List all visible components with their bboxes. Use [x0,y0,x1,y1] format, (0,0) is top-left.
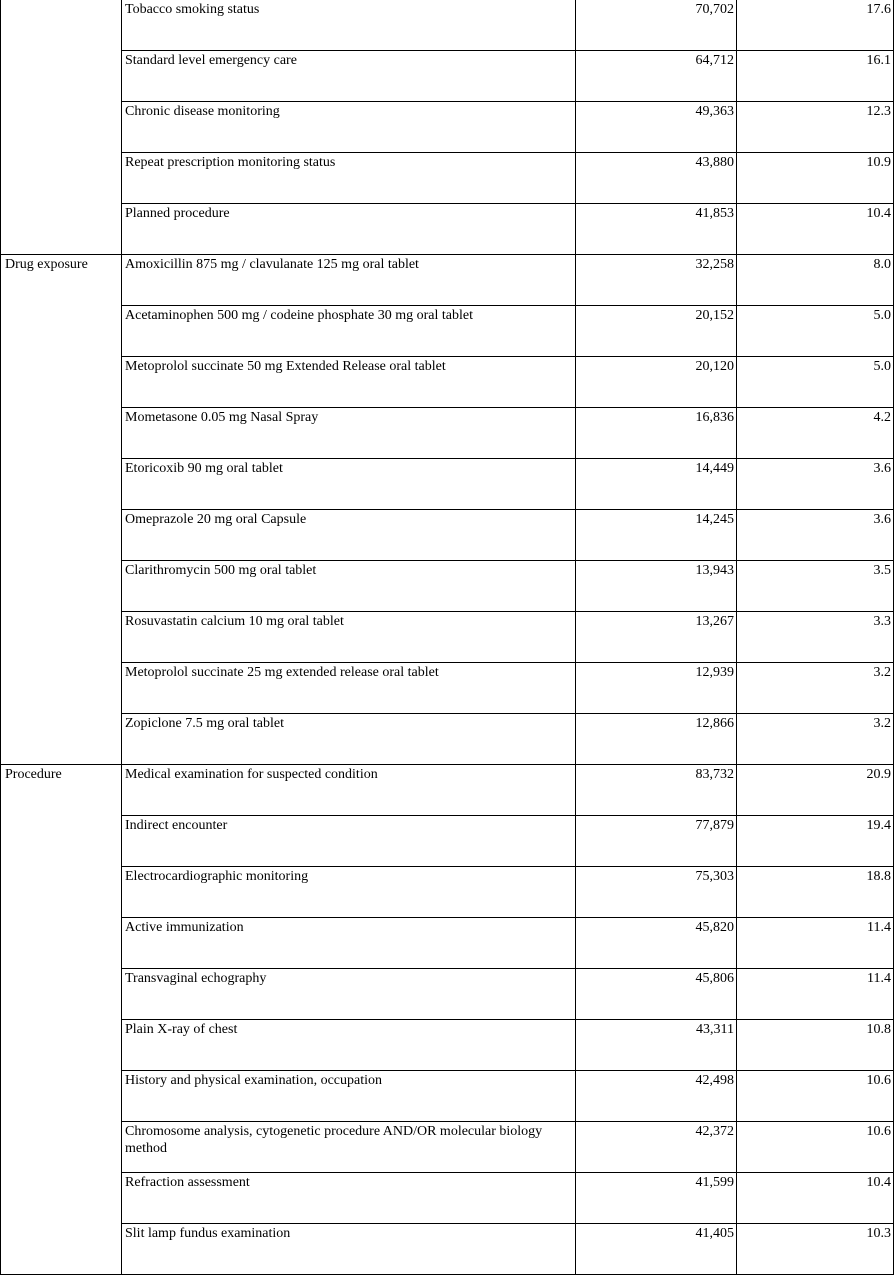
percent-cell: 11.4 [737,918,894,969]
count-cell: 43,311 [576,1020,737,1071]
count-cell: 43,880 [576,153,737,204]
count-cell: 41,599 [576,1173,737,1224]
table-row [1,1122,894,1173]
count-cell: 13,943 [576,561,737,612]
concept-name-cell: Tobacco smoking status [122,0,576,51]
table-row [1,357,894,408]
count-cell: 64,712 [576,51,737,102]
table-row [1,459,894,510]
count-cell: 16,836 [576,408,737,459]
table-row [1,1224,894,1275]
table-row [1,714,894,765]
percent-cell: 16.1 [737,51,894,102]
table-body [1,0,894,1275]
concept-name-cell: Standard level emergency care [122,51,576,102]
count-cell: 45,820 [576,918,737,969]
percent-cell: 8.0 [737,255,894,306]
concept-name-cell: Refraction assessment [122,1173,576,1224]
percent-cell: 17.6 [737,0,894,51]
table-row [1,153,894,204]
concept-name-cell: Chromosome analysis, cytogenetic procedure AND/OR molecular biology method [122,1122,576,1173]
concept-name-cell: Slit lamp fundus examination [122,1224,576,1275]
count-cell: 45,806 [576,969,737,1020]
count-cell: 14,449 [576,459,737,510]
table-row [1,816,894,867]
table-row [1,306,894,357]
percent-cell: 20.9 [737,765,894,816]
concept-name-cell: Zopiclone 7.5 mg oral tablet [122,714,576,765]
percent-cell: 10.8 [737,1020,894,1071]
concept-name-cell: Transvaginal echography [122,969,576,1020]
table-row [1,255,894,306]
percent-cell: 3.2 [737,663,894,714]
percent-cell: 3.5 [737,561,894,612]
table-row [1,765,894,816]
concept-name-cell: Omeprazole 20 mg oral Capsule [122,510,576,561]
percent-cell: 3.6 [737,510,894,561]
table-row [1,663,894,714]
percent-cell: 12.3 [737,102,894,153]
count-cell: 49,363 [576,102,737,153]
table-row [1,1071,894,1122]
percent-cell: 10.6 [737,1071,894,1122]
percent-cell: 3.6 [737,459,894,510]
percent-cell: 3.3 [737,612,894,663]
table-row [1,561,894,612]
count-cell: 12,866 [576,714,737,765]
count-cell: 41,405 [576,1224,737,1275]
percent-cell: 10.6 [737,1122,894,1173]
concept-name-cell: Planned procedure [122,204,576,255]
count-cell: 32,258 [576,255,737,306]
count-cell: 83,732 [576,765,737,816]
percent-cell: 10.4 [737,1173,894,1224]
table-row [1,510,894,561]
percent-cell: 10.9 [737,153,894,204]
count-cell: 70,702 [576,0,737,51]
concept-name-cell: Indirect encounter [122,816,576,867]
concept-name-cell: Etoricoxib 90 mg oral tablet [122,459,576,510]
table-row [1,408,894,459]
category-cell: Drug exposure [1,255,122,765]
percent-cell: 4.2 [737,408,894,459]
category-cell [1,0,122,255]
count-cell: 41,853 [576,204,737,255]
table-row [1,51,894,102]
table-row [1,867,894,918]
count-cell: 77,879 [576,816,737,867]
concept-name-cell: Acetaminophen 500 mg / codeine phosphate 30 mg oral tablet [122,306,576,357]
concept-name-cell: Medical examination for suspected condition [122,765,576,816]
count-cell: 13,267 [576,612,737,663]
count-cell: 42,498 [576,1071,737,1122]
count-cell: 42,372 [576,1122,737,1173]
table-row [1,612,894,663]
percent-cell: 11.4 [737,969,894,1020]
concept-name-cell: Mometasone 0.05 mg Nasal Spray [122,408,576,459]
table-row [1,1020,894,1071]
table-row [1,102,894,153]
concept-name-cell: Chronic disease monitoring [122,102,576,153]
concept-name-cell: Clarithromycin 500 mg oral tablet [122,561,576,612]
percent-cell: 19.4 [737,816,894,867]
table-row [1,918,894,969]
table-row [1,0,894,51]
table-row [1,204,894,255]
count-cell: 14,245 [576,510,737,561]
percent-cell: 5.0 [737,306,894,357]
table-row [1,1173,894,1224]
concept-name-cell: Electrocardiographic monitoring [122,867,576,918]
concept-name-cell: Metoprolol succinate 25 mg extended release oral tablet [122,663,576,714]
count-cell: 20,120 [576,357,737,408]
concept-name-cell: Amoxicillin 875 mg / clavulanate 125 mg oral tablet [122,255,576,306]
percent-cell: 18.8 [737,867,894,918]
percent-cell: 5.0 [737,357,894,408]
concept-name-cell: Plain X-ray of chest [122,1020,576,1071]
count-cell: 20,152 [576,306,737,357]
count-cell: 75,303 [576,867,737,918]
percent-cell: 10.4 [737,204,894,255]
concept-name-cell: Rosuvastatin calcium 10 mg oral tablet [122,612,576,663]
concept-name-cell: Repeat prescription monitoring status [122,153,576,204]
category-cell: Procedure [1,765,122,1275]
count-cell: 12,939 [576,663,737,714]
table-row [1,969,894,1020]
concept-name-cell: History and physical examination, occupation [122,1071,576,1122]
concept-name-cell: Active immunization [122,918,576,969]
percent-cell: 3.2 [737,714,894,765]
percent-cell: 10.3 [737,1224,894,1275]
concept-name-cell: Metoprolol succinate 50 mg Extended Release oral tablet [122,357,576,408]
